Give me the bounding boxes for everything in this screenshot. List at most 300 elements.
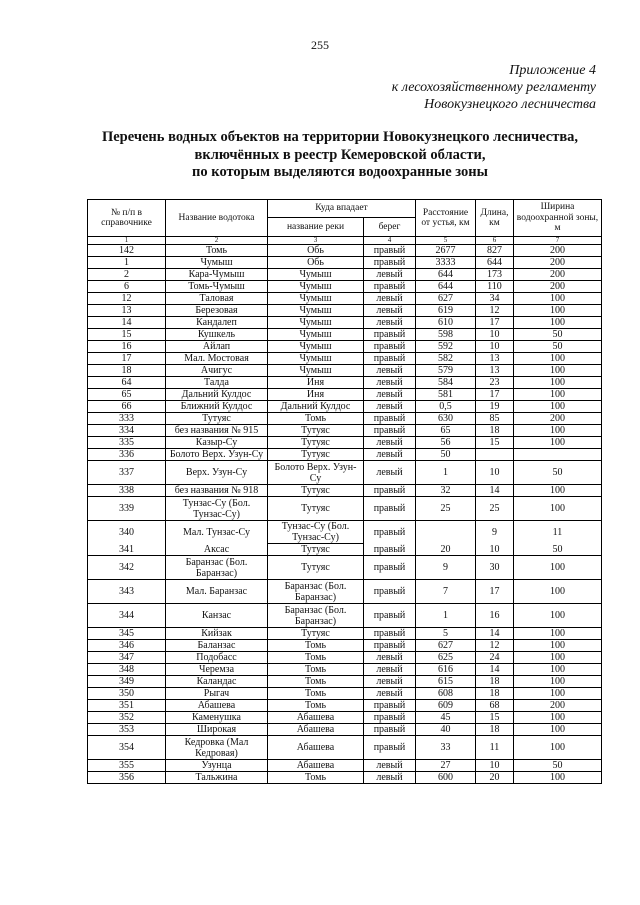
cell-river: Чумыш [268, 293, 364, 305]
cell-name: Кушкель [166, 329, 268, 341]
cell-width: 200 [514, 413, 602, 425]
cell-length: 18 [476, 676, 514, 688]
table-row [88, 245, 602, 257]
cell-num: 352 [88, 712, 166, 724]
cell-distance: 610 [416, 317, 476, 329]
cell-num: 17 [88, 353, 166, 365]
cell-river: Тутуяс [268, 544, 364, 556]
cell-distance: 32 [416, 485, 476, 497]
table-row [88, 544, 602, 556]
cell-width: 200 [514, 269, 602, 281]
header-flows-into: Куда впадает [268, 200, 416, 218]
cell-length: 20 [476, 772, 514, 784]
cell-name: Томь [166, 245, 268, 257]
cell-distance: 20 [416, 544, 476, 556]
cell-length: 173 [476, 269, 514, 281]
cell-width: 50 [514, 461, 602, 485]
header-bank: берег [364, 218, 416, 237]
table-row [88, 604, 602, 628]
cell-width: 100 [514, 724, 602, 736]
cell-num: 16 [88, 341, 166, 353]
table-row [88, 305, 602, 317]
cell-length: 14 [476, 664, 514, 676]
cell-num: 1 [88, 257, 166, 269]
cell-river: Чумыш [268, 329, 364, 341]
cell-name: Кийзак [166, 628, 268, 640]
cell-bank: правый [364, 485, 416, 497]
cell-bank: левый [364, 293, 416, 305]
cell-name: Ближний Кулдос [166, 401, 268, 413]
table-row [88, 413, 602, 425]
cell-width: 100 [514, 664, 602, 676]
cell-width: 100 [514, 317, 602, 329]
table-row [88, 556, 602, 580]
cell-name: Талда [166, 377, 268, 389]
cell-distance: 644 [416, 269, 476, 281]
cell-river: Обь [268, 245, 364, 257]
cell-bank: правый [364, 544, 416, 556]
cell-width: 200 [514, 245, 602, 257]
cell-distance: 9 [416, 556, 476, 580]
cell-width: 11 [514, 521, 602, 544]
table-row [88, 772, 602, 784]
cell-num: 64 [88, 377, 166, 389]
cell-bank: правый [364, 341, 416, 353]
cell-distance: 25 [416, 497, 476, 521]
cell-distance: 33 [416, 736, 476, 760]
table-row [88, 521, 602, 544]
table-row [88, 269, 602, 281]
cell-bank: левый [364, 401, 416, 413]
cell-distance: 5 [416, 628, 476, 640]
cell-river: Тутуяс [268, 485, 364, 497]
cell-river: Тунзас-Су (Бол. Тунзас-Су) [268, 521, 364, 544]
cell-num: 340 [88, 521, 166, 544]
cell-num: 342 [88, 556, 166, 580]
cell-length: 10 [476, 329, 514, 341]
cell-bank: левый [364, 317, 416, 329]
cell-num: 354 [88, 736, 166, 760]
col-number: 4 [364, 237, 416, 245]
header-distance: Расстояние от устья, км [416, 200, 476, 237]
cell-distance: 592 [416, 341, 476, 353]
cell-num: 348 [88, 664, 166, 676]
cell-river: Абашева [268, 712, 364, 724]
cell-length: 30 [476, 556, 514, 580]
cell-bank: левый [364, 449, 416, 461]
cell-width: 50 [514, 544, 602, 556]
cell-bank: правый [364, 628, 416, 640]
cell-river: Тутуяс [268, 449, 364, 461]
cell-bank: левый [364, 437, 416, 449]
cell-num: 14 [88, 317, 166, 329]
cell-name: Подобасс [166, 652, 268, 664]
cell-river: Томь [268, 772, 364, 784]
cell-name: Кара-Чумыш [166, 269, 268, 281]
cell-length: 18 [476, 688, 514, 700]
cell-distance: 45 [416, 712, 476, 724]
table-row [88, 700, 602, 712]
cell-width: 200 [514, 700, 602, 712]
cell-name: Мал. Баранзас [166, 580, 268, 604]
appendix-line-1: Приложение 4 [509, 63, 596, 78]
cell-name: Ачигус [166, 365, 268, 377]
cell-num: 351 [88, 700, 166, 712]
appendix-line-3: Новокузнецкого лесничества [424, 97, 596, 112]
cell-width: 100 [514, 712, 602, 724]
cell-distance: 65 [416, 425, 476, 437]
header-width: Ширина водоохранной зоны, м [514, 200, 602, 237]
cell-bank: правый [364, 604, 416, 628]
cell-bank: левый [364, 676, 416, 688]
cell-bank: левый [364, 652, 416, 664]
table-row [88, 353, 602, 365]
cell-num: 343 [88, 580, 166, 604]
cell-num: 333 [88, 413, 166, 425]
cell-width: 100 [514, 425, 602, 437]
cell-width: 100 [514, 293, 602, 305]
cell-distance [416, 521, 476, 544]
cell-distance: 56 [416, 437, 476, 449]
header-length: Длина, км [476, 200, 514, 237]
cell-num: 339 [88, 497, 166, 521]
cell-bank: правый [364, 497, 416, 521]
cell-length: 17 [476, 580, 514, 604]
cell-river: Обь [268, 257, 364, 269]
cell-name: Тальжина [166, 772, 268, 784]
cell-length: 10 [476, 341, 514, 353]
title-line-1: Перечень водных объектов на территории Новокузнецкого лесничества, [101, 129, 579, 145]
table-row [88, 688, 602, 700]
table-row [88, 377, 602, 389]
cell-bank: правый [364, 257, 416, 269]
cell-width: 100 [514, 497, 602, 521]
cell-river: Тутуяс [268, 425, 364, 437]
cell-distance: 609 [416, 700, 476, 712]
cell-bank: левый [364, 377, 416, 389]
cell-name: Березовая [166, 305, 268, 317]
cell-num: 15 [88, 329, 166, 341]
cell-bank: левый [364, 664, 416, 676]
cell-name: Томь-Чумыш [166, 281, 268, 293]
col-number: 5 [416, 237, 476, 245]
cell-length: 18 [476, 425, 514, 437]
cell-length: 110 [476, 281, 514, 293]
cell-distance: 582 [416, 353, 476, 365]
cell-num: 341 [88, 544, 166, 556]
cell-width: 100 [514, 377, 602, 389]
cell-name: Широкая [166, 724, 268, 736]
cell-distance: 50 [416, 449, 476, 461]
cell-name: без названия № 918 [166, 485, 268, 497]
cell-name: Аксас [166, 544, 268, 556]
cell-distance: 581 [416, 389, 476, 401]
table-row [88, 664, 602, 676]
cell-num: 335 [88, 437, 166, 449]
cell-distance: 600 [416, 772, 476, 784]
cell-name: Мал. Тунзас-Су [166, 521, 268, 544]
cell-bank: левый [364, 461, 416, 485]
cell-distance: 598 [416, 329, 476, 341]
cell-river: Абашева [268, 724, 364, 736]
cell-river: Чумыш [268, 305, 364, 317]
cell-length: 13 [476, 353, 514, 365]
cell-name: Кандалеп [166, 317, 268, 329]
cell-width: 200 [514, 281, 602, 293]
cell-length [476, 449, 514, 461]
cell-width: 100 [514, 772, 602, 784]
cell-distance: 584 [416, 377, 476, 389]
cell-length: 17 [476, 317, 514, 329]
cell-num: 338 [88, 485, 166, 497]
cell-river: Чумыш [268, 281, 364, 293]
cell-num: 336 [88, 449, 166, 461]
cell-name: без названия № 915 [166, 425, 268, 437]
page-number: 255 [311, 38, 329, 52]
cell-name: Каменушка [166, 712, 268, 724]
cell-name: Дальний Кулдос [166, 389, 268, 401]
cell-length: 68 [476, 700, 514, 712]
cell-name: Айлап [166, 341, 268, 353]
table-row [88, 640, 602, 652]
cell-river: Чумыш [268, 317, 364, 329]
cell-name: Абашева [166, 700, 268, 712]
table-row [88, 461, 602, 485]
cell-river: Дальний Кулдос [268, 401, 364, 413]
cell-river: Томь [268, 413, 364, 425]
cell-distance: 616 [416, 664, 476, 676]
cell-width: 50 [514, 341, 602, 353]
cell-length: 11 [476, 736, 514, 760]
cell-distance: 579 [416, 365, 476, 377]
cell-num: 142 [88, 245, 166, 257]
table-row [88, 329, 602, 341]
cell-river: Абашева [268, 736, 364, 760]
cell-bank: правый [364, 329, 416, 341]
cell-bank: правый [364, 425, 416, 437]
cell-length: 9 [476, 521, 514, 544]
cell-num: 345 [88, 628, 166, 640]
cell-river: Тутуяс [268, 497, 364, 521]
cell-num: 18 [88, 365, 166, 377]
table-row [88, 437, 602, 449]
cell-river: Чумыш [268, 269, 364, 281]
header-num: № п/п в справочнике [88, 200, 166, 237]
cell-name: Болото Верх. Узун-Су [166, 449, 268, 461]
cell-river: Иня [268, 389, 364, 401]
cell-distance: 3333 [416, 257, 476, 269]
table-body [88, 245, 602, 784]
cell-bank: правый [364, 281, 416, 293]
cell-width: 100 [514, 353, 602, 365]
cell-length: 24 [476, 652, 514, 664]
cell-length: 827 [476, 245, 514, 257]
cell-river: Тутуяс [268, 628, 364, 640]
cell-name: Баланзас [166, 640, 268, 652]
header-name: Название водотока [166, 200, 268, 237]
cell-width: 200 [514, 257, 602, 269]
cell-length: 15 [476, 437, 514, 449]
cell-width [514, 449, 602, 461]
table-row [88, 449, 602, 461]
cell-distance: 630 [416, 413, 476, 425]
cell-bank: правый [364, 556, 416, 580]
table-row [88, 425, 602, 437]
cell-name: Казыр-Су [166, 437, 268, 449]
cell-bank: правый [364, 712, 416, 724]
cell-river: Болото Верх. Узун-Су [268, 461, 364, 485]
cell-length: 14 [476, 485, 514, 497]
table-row [88, 736, 602, 760]
cell-distance: 7 [416, 580, 476, 604]
cell-bank: правый [364, 724, 416, 736]
table-row [88, 485, 602, 497]
cell-width: 50 [514, 760, 602, 772]
table-row [88, 365, 602, 377]
cell-bank: правый [364, 353, 416, 365]
cell-num: 356 [88, 772, 166, 784]
cell-river: Баранзас (Бол. Баранзас) [268, 580, 364, 604]
cell-num: 346 [88, 640, 166, 652]
cell-num: 6 [88, 281, 166, 293]
cell-length: 644 [476, 257, 514, 269]
cell-length: 15 [476, 712, 514, 724]
cell-river: Чумыш [268, 365, 364, 377]
cell-num: 65 [88, 389, 166, 401]
cell-river: Чумыш [268, 341, 364, 353]
table-row [88, 341, 602, 353]
cell-num: 350 [88, 688, 166, 700]
cell-width: 100 [514, 604, 602, 628]
col-number: 7 [514, 237, 602, 245]
cell-length: 13 [476, 365, 514, 377]
cell-bank: левый [364, 389, 416, 401]
cell-length: 18 [476, 724, 514, 736]
cell-name: Мал. Мостовая [166, 353, 268, 365]
cell-length: 10 [476, 461, 514, 485]
cell-length: 19 [476, 401, 514, 413]
table-row [88, 760, 602, 772]
cell-num: 347 [88, 652, 166, 664]
cell-width: 100 [514, 640, 602, 652]
title-line-3: по которым выделяются водоохранные зоны [192, 164, 488, 180]
table-row [88, 676, 602, 688]
cell-length: 34 [476, 293, 514, 305]
title-line-2: включённых в реестр Кемеровской области, [194, 146, 486, 163]
cell-name: Кедровка (Мал Кедровая) [166, 736, 268, 760]
cell-width: 50 [514, 329, 602, 341]
col-number: 3 [268, 237, 364, 245]
cell-distance: 627 [416, 293, 476, 305]
cell-width: 100 [514, 652, 602, 664]
cell-bank: правый [364, 413, 416, 425]
cell-num: 13 [88, 305, 166, 317]
cell-width: 100 [514, 389, 602, 401]
cell-name: Верх. Узун-Су [166, 461, 268, 485]
table-row [88, 293, 602, 305]
cell-bank: правый [364, 700, 416, 712]
cell-width: 100 [514, 736, 602, 760]
cell-num: 12 [88, 293, 166, 305]
table-row [88, 652, 602, 664]
water-objects-table [87, 199, 602, 784]
table-row [88, 257, 602, 269]
cell-name: Рыгач [166, 688, 268, 700]
col-number: 1 [88, 237, 166, 245]
table-row [88, 401, 602, 413]
cell-num: 349 [88, 676, 166, 688]
cell-width: 100 [514, 437, 602, 449]
appendix-caption [392, 62, 596, 113]
table-row [88, 389, 602, 401]
cell-river: Абашева [268, 760, 364, 772]
cell-length: 10 [476, 760, 514, 772]
cell-distance: 1 [416, 604, 476, 628]
cell-distance: 1 [416, 461, 476, 485]
header-river-name: название реки [268, 218, 364, 237]
cell-num: 353 [88, 724, 166, 736]
cell-length: 14 [476, 628, 514, 640]
table-row [88, 724, 602, 736]
cell-river: Томь [268, 700, 364, 712]
table-row [88, 628, 602, 640]
cell-river: Томь [268, 664, 364, 676]
cell-num: 2 [88, 269, 166, 281]
cell-name: Чумыш [166, 257, 268, 269]
cell-num: 334 [88, 425, 166, 437]
cell-length: 23 [476, 377, 514, 389]
cell-name: Таловая [166, 293, 268, 305]
cell-length: 25 [476, 497, 514, 521]
cell-length: 85 [476, 413, 514, 425]
cell-bank: правый [364, 245, 416, 257]
cell-river: Тутуяс [268, 437, 364, 449]
cell-width: 100 [514, 580, 602, 604]
cell-width: 100 [514, 688, 602, 700]
cell-num: 355 [88, 760, 166, 772]
cell-name: Канзас [166, 604, 268, 628]
cell-river: Томь [268, 688, 364, 700]
cell-num: 66 [88, 401, 166, 413]
cell-length: 10 [476, 544, 514, 556]
document-title [60, 129, 620, 182]
cell-num: 337 [88, 461, 166, 485]
table-row [88, 281, 602, 293]
cell-river: Томь [268, 676, 364, 688]
cell-distance: 2677 [416, 245, 476, 257]
table-row [88, 497, 602, 521]
cell-river: Баранзас (Бол. Баранзас) [268, 604, 364, 628]
col-number: 6 [476, 237, 514, 245]
cell-length: 16 [476, 604, 514, 628]
cell-width: 100 [514, 556, 602, 580]
table-row [88, 712, 602, 724]
cell-bank: правый [364, 521, 416, 544]
cell-bank: левый [364, 688, 416, 700]
cell-length: 17 [476, 389, 514, 401]
cell-width: 100 [514, 365, 602, 377]
cell-width: 100 [514, 305, 602, 317]
cell-distance: 627 [416, 640, 476, 652]
cell-bank: левый [364, 772, 416, 784]
cell-distance: 608 [416, 688, 476, 700]
cell-name: Каландас [166, 676, 268, 688]
cell-river: Иня [268, 377, 364, 389]
cell-distance: 0,5 [416, 401, 476, 413]
cell-name: Баранзас (Бол. Баранзас) [166, 556, 268, 580]
cell-width: 100 [514, 676, 602, 688]
cell-width: 100 [514, 485, 602, 497]
